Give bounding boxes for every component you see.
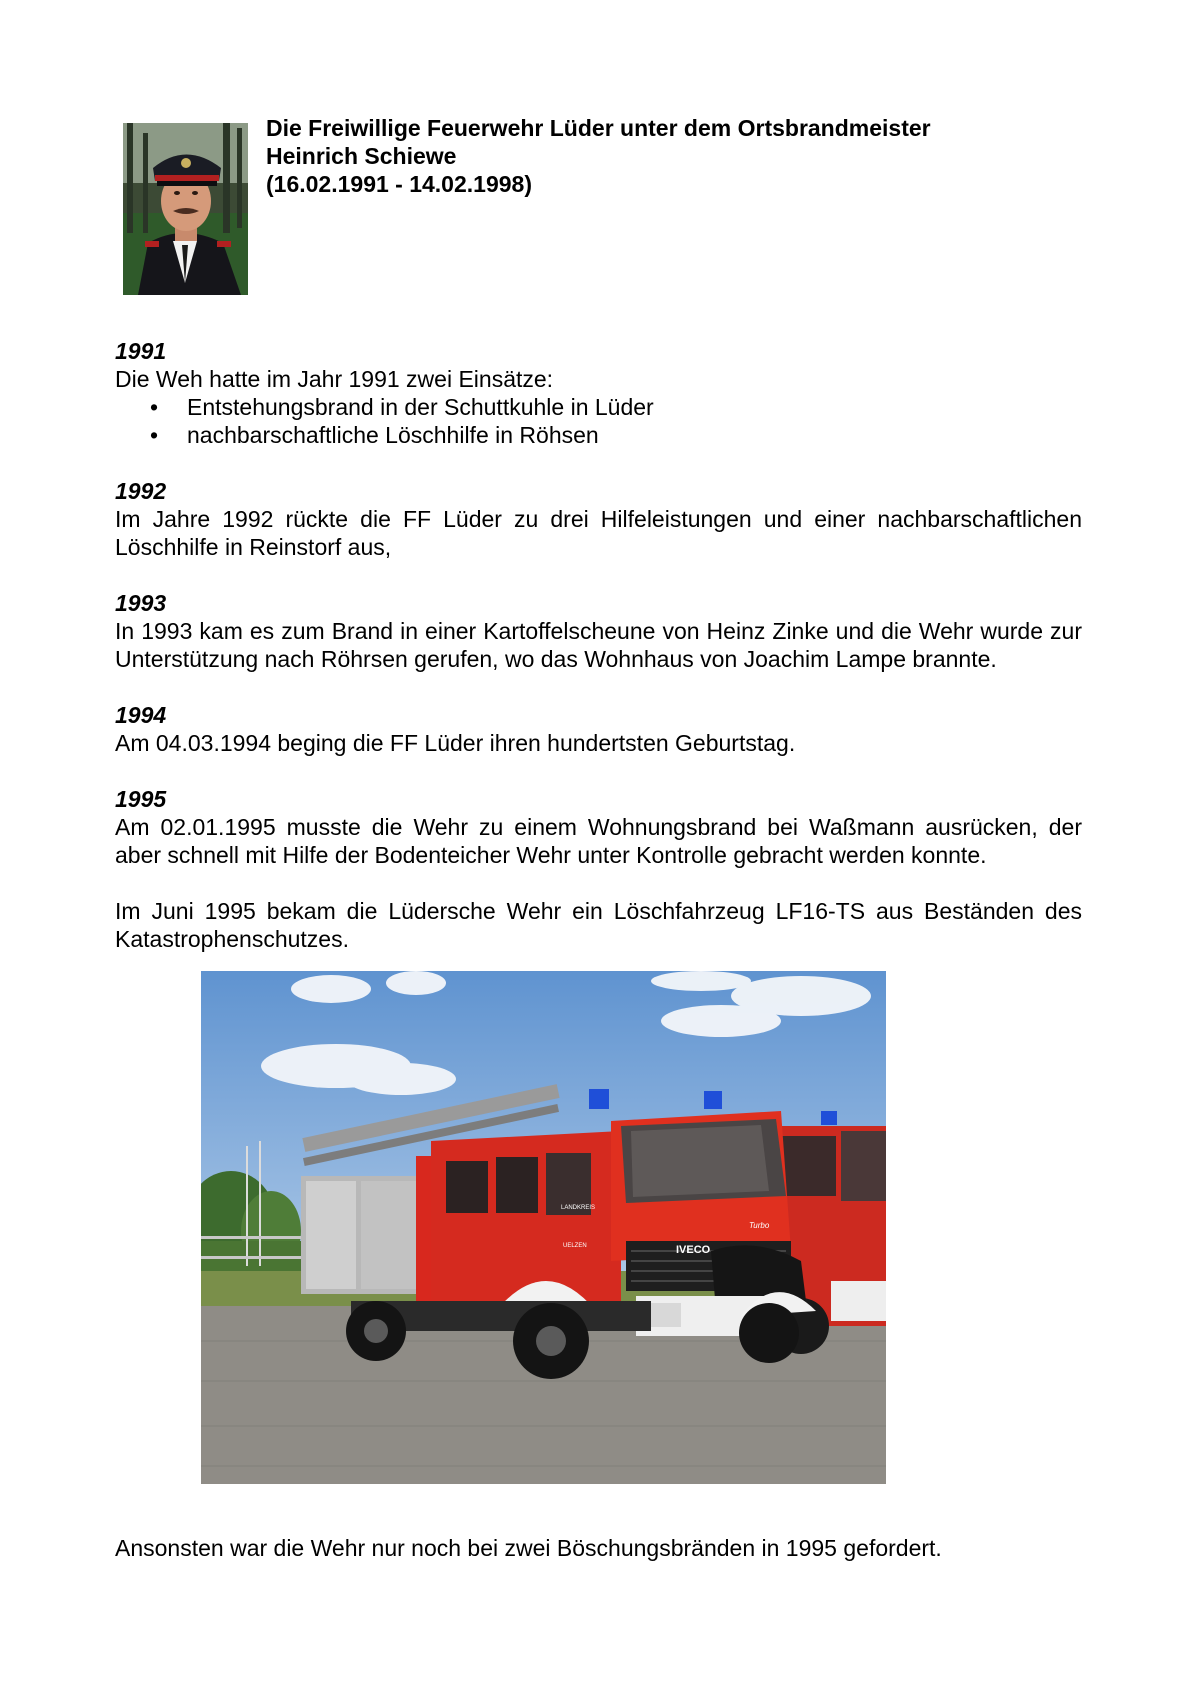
hood-badge-text: Turbo [749, 1221, 770, 1230]
section-text: Im Jahre 1992 rückte die FF Lüder zu drei Hilfeleistungen und einer nachbarschaftlichen Löschhilfe in Reinstorf aus, [115, 506, 1082, 560]
page-header [266, 114, 1066, 198]
header-title: Die Freiwillige Feuerwehr Lüder unter dem Ortsbrandmeister [266, 115, 931, 141]
bullet-list [115, 393, 1082, 449]
header-name: Heinrich Schiewe [266, 143, 457, 169]
portrait-photo [123, 123, 248, 295]
grille-brand-text: IVECO [676, 1244, 711, 1256]
section-text: In 1993 kam es zum Brand in einer Kartoffelscheune von Heinz Zinke und die Wehr wurde zur Unterstützung nach Röhrsen gerufen, wo das Wohnhaus von Joachim Lampe brannte. [115, 618, 1082, 672]
year-heading: 1992 [115, 478, 167, 504]
section-text: Im Juni 1995 bekam die Lüdersche Wehr ein Löschfahrzeug LF16-TS aus Beständen des Katastrophenschutzes. [115, 898, 1082, 952]
list-item: • nachbarschaftliche Löschhilfe in Röhsen [150, 422, 599, 448]
door-text-landkreis: LANDKREIS [561, 1205, 596, 1211]
year-heading: 1995 [115, 786, 167, 812]
header-dates: (16.02.1991 - 14.02.1998) [266, 171, 532, 197]
section-text: Am 04.03.1994 beging die FF Lüder ihren hundertsten Geburtstag. [115, 730, 796, 756]
section-text: Am 02.01.1995 musste die Wehr zu einem Wohnungsbrand bei Waßmann ausrücken, der aber schnell mit Hilfe der Bodenteicher Wehr unter Kontrolle gebracht werden konnte. [115, 814, 1082, 868]
year-heading: 1994 [115, 702, 167, 728]
list-item: • Entstehungsbrand in der Schuttkuhle in Lüder [150, 394, 654, 420]
chronicle-content [115, 337, 1082, 953]
fire-truck-photo [201, 971, 886, 1484]
door-text-uelzen: UELZEN [563, 1243, 587, 1249]
section-text: Die Weh hatte im Jahr 1991 zwei Einsätze: [115, 366, 554, 392]
year-heading: 1991 [115, 338, 167, 364]
closing-text: Ansonsten war die Wehr nur noch bei zwei Böschungsbränden in 1995 gefordert. [115, 1535, 942, 1561]
year-heading: 1993 [115, 590, 167, 616]
